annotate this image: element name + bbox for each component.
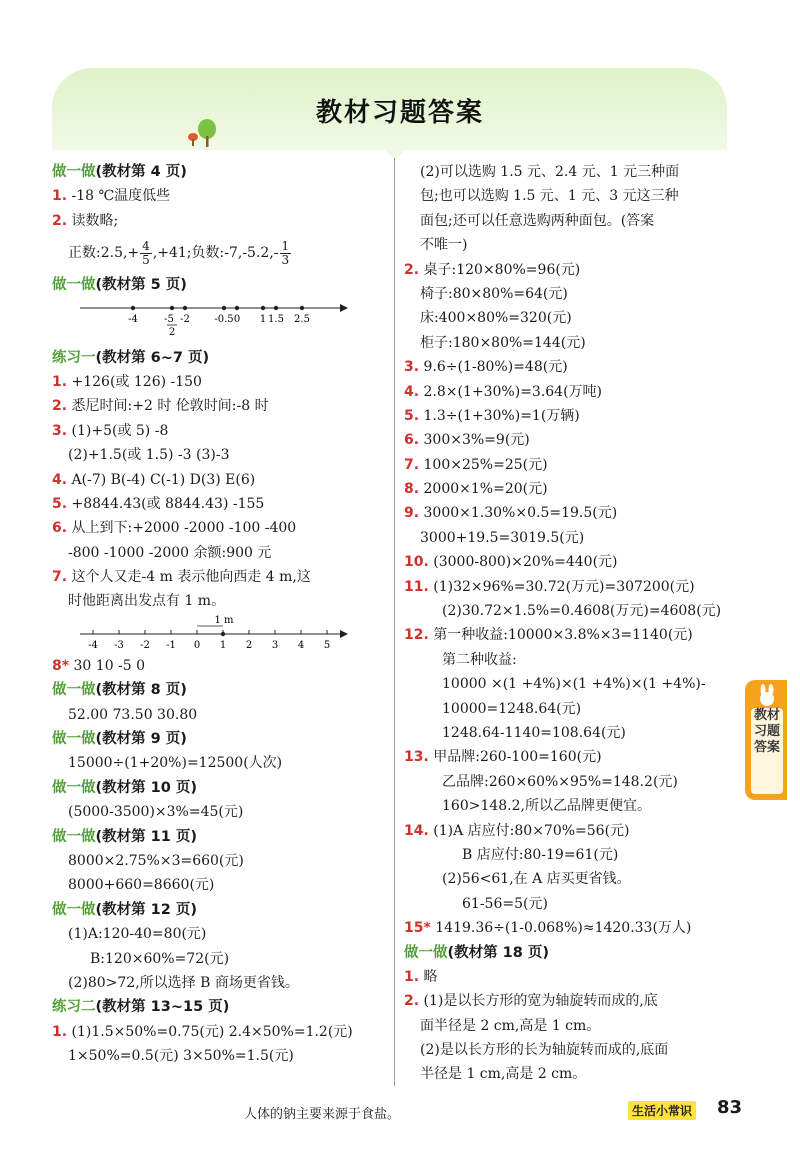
section-heading: 做一做(教材第 5 页) bbox=[52, 277, 187, 294]
fraction: $\frac{4}{5}$ bbox=[142, 238, 150, 267]
answer-line: 10000=1248.64(元) bbox=[442, 700, 582, 717]
section-heading: 做一做(教材第 18 页) bbox=[404, 944, 550, 961]
axis-label: -1 bbox=[166, 639, 176, 651]
section-heading: 做一做(教材第 8 页) bbox=[52, 682, 187, 699]
axis-label: -3 bbox=[114, 639, 124, 651]
answer-line: 1. +126(或 126) -150 bbox=[52, 373, 202, 390]
answer-line: 8. 2000×1%=20(元) bbox=[404, 481, 548, 498]
right-column bbox=[404, 160, 734, 1087]
axis-label: 3 bbox=[271, 639, 279, 651]
axis-label: 2 bbox=[168, 326, 176, 338]
answer-line: 3. (1)+5(或 5) -8 bbox=[52, 422, 169, 439]
axis-label: 2 bbox=[245, 639, 253, 651]
answer-line: 7. 这个人又走-4 m 表示他向西走 4 m,这 bbox=[52, 569, 311, 586]
answer-line: 61-56=5(元) bbox=[462, 895, 548, 912]
answer-line: 包;也可以选购 1.5 元、1 元、3 元这三种 bbox=[420, 188, 679, 205]
answer-line-fractions: 正数:2.5,+ $\frac{4}{5}$ ,+41;负数:-7,-5.2,- $\frac{1}{3}$ bbox=[68, 238, 290, 267]
answer-line: 4. 2.8×(1+30%)=3.64(万吨) bbox=[404, 383, 603, 400]
section-heading: 做一做(教材第 9 页) bbox=[52, 731, 187, 748]
section-heading: 练习一(教材第 6~7 页) bbox=[52, 349, 210, 366]
answer-line: 160>148.2,所以乙品牌更便宜。 bbox=[442, 798, 651, 815]
answer-line: 8000+660=8660(元) bbox=[68, 877, 215, 894]
answer-line: 2. (1)是以长方形的宽为轴旋转而成的,底 bbox=[404, 993, 658, 1010]
answer-line: 2. 桌子:120×80%=96(元) bbox=[404, 261, 581, 278]
answer-line: (1)A:120-40=80(元) bbox=[68, 926, 207, 943]
number-line-2 bbox=[52, 614, 390, 654]
answer-line: 6. 从上到下:+2000 -2000 -100 -400 bbox=[52, 520, 297, 537]
answer-line: (2)56<61,在 A 店买更省钱。 bbox=[442, 871, 631, 888]
axis-point bbox=[300, 305, 304, 309]
answer-line: B 店应付:80-19=61(元) bbox=[462, 846, 619, 863]
answer-line: 15* 1419.36÷(1-0.068%)≈1420.33(万人) bbox=[404, 920, 692, 937]
axis-point bbox=[261, 305, 265, 309]
answer-line: B:120×60%=72(元) bbox=[90, 950, 230, 967]
answer-line: 不唯一) bbox=[420, 237, 468, 254]
answer-line: 14. (1)A 店应付:80×70%=56(元) bbox=[404, 822, 630, 839]
axis-label: 1 bbox=[259, 313, 267, 325]
axis-label: -4 bbox=[88, 639, 98, 651]
axis-point bbox=[222, 305, 226, 309]
bunny-icon bbox=[757, 683, 777, 707]
axis-label: 0 bbox=[233, 313, 241, 325]
answer-line: 1×50%=0.5(元) 3×50%=1.5(元) bbox=[68, 1048, 294, 1065]
axis-label: -4 bbox=[128, 313, 138, 325]
answer-line: 1248.64-1140=108.64(元) bbox=[442, 724, 626, 741]
footer-tip: 人体的钠主要来源于食盐。 bbox=[244, 1107, 401, 1122]
answer-line: 床:400×80%=320(元) bbox=[420, 310, 572, 327]
axis-label: 4 bbox=[297, 639, 305, 651]
axis-label: -2 bbox=[140, 639, 150, 651]
axis-label: -5 bbox=[164, 313, 174, 325]
answer-line: 2. 读数略; bbox=[52, 212, 119, 229]
answer-line: 椅子:80×80%=64(元) bbox=[420, 285, 568, 302]
answer-line: 第二种收益: bbox=[442, 651, 517, 668]
section-heading: 做一做(教材第 10 页) bbox=[52, 779, 198, 796]
page-title: 教材习题答案 bbox=[315, 98, 484, 128]
side-tab-label: 教材习题答案 bbox=[751, 708, 783, 794]
answer-line: 13. 甲品牌:260-100=160(元) bbox=[404, 749, 602, 766]
axis-point bbox=[274, 305, 278, 309]
section-heading: 练习二(教材第 13~15 页) bbox=[52, 999, 230, 1016]
answer-line: 1. 略 bbox=[404, 968, 438, 985]
answer-line: (2)+1.5(或 1.5) -3 (3)-3 bbox=[68, 447, 230, 464]
answer-line: 柜子:180×80%=144(元) bbox=[420, 334, 586, 351]
answer-line: 10. (3000-800)×20%=440(元) bbox=[404, 554, 618, 571]
axis-point bbox=[170, 305, 174, 309]
side-tab bbox=[745, 680, 787, 800]
axis-point bbox=[183, 305, 187, 309]
answer-line: (2)30.72×1.5%=0.4608(万元)=4608(元) bbox=[442, 603, 722, 620]
answer-line: 4. A(-7) B(-4) C(-1) D(3) E(6) bbox=[52, 471, 256, 488]
answer-line: 7. 100×25%=25(元) bbox=[404, 456, 548, 473]
axis-point bbox=[221, 632, 225, 636]
column-divider bbox=[394, 158, 395, 1086]
divider-tip bbox=[381, 146, 409, 160]
number-line-1 bbox=[52, 298, 390, 346]
answer-line: 面包;还可以任意选购两种面包。(答案 bbox=[420, 212, 655, 229]
section-heading: 做一做(教材第 12 页) bbox=[52, 901, 198, 918]
section-heading: 做一做(教材第 4 页) bbox=[52, 164, 187, 180]
axis-label: 2.5 bbox=[294, 313, 310, 325]
answer-line: 2. 悉尼时间:+2 时 伦敦时间:-8 时 bbox=[52, 398, 269, 415]
answer-line: 15000÷(1+20%)=12500(人次) bbox=[68, 755, 283, 772]
answer-line: 1. (1)1.5×50%=0.75(元) 2.4×50%=1.2(元) bbox=[52, 1023, 353, 1040]
answer-line: (5000-3500)×3%=45(元) bbox=[68, 804, 244, 821]
axis-point bbox=[131, 305, 135, 309]
section-heading: 做一做(教材第 11 页) bbox=[52, 828, 198, 845]
answer-line: (2)可以选购 1.5 元、2.4 元、1 元三种面 bbox=[420, 164, 680, 180]
tree-icon bbox=[185, 118, 221, 148]
fraction: $\frac{1}{3}$ bbox=[281, 238, 290, 267]
footer-badge: 生活小常识 bbox=[628, 1101, 696, 1120]
answer-line: 8000×2.75%×3=660(元) bbox=[68, 852, 244, 869]
axis-label: 1 bbox=[219, 639, 227, 651]
answer-line: 时他距离出发点有 1 m。 bbox=[68, 593, 226, 610]
answer-line: 6. 300×3%=9(元) bbox=[404, 432, 530, 449]
answer-line: (2)是以长方形的长为轴旋转而成的,底面 bbox=[420, 1042, 669, 1059]
answer-line: 11. (1)32×96%=30.72(万元)=307200(元) bbox=[404, 578, 695, 595]
axis-point bbox=[235, 305, 239, 309]
answer-line: 10000 ×(1 +4%)×(1 +4%)×(1 +4%)- bbox=[442, 676, 706, 693]
answer-line: 面半径是 2 cm,高是 1 cm。 bbox=[420, 1017, 601, 1034]
axis-label: 1.5 bbox=[268, 313, 284, 325]
axis-label: -0.5 bbox=[214, 313, 234, 325]
answer-line: 乙品牌:260×60%×95%=148.2(元) bbox=[442, 773, 678, 790]
answer-line: 5. 1.3÷(1+30%)=1(万辆) bbox=[404, 407, 580, 424]
answer-line: 9. 3000×1.30%×0.5=19.5(元) bbox=[404, 505, 618, 522]
page-number: 83 bbox=[717, 1097, 743, 1118]
answer-line: 5. +8844.43(或 8844.43) -155 bbox=[52, 495, 265, 512]
answer-line: 12. 第一种收益:10000×3.8%×3=1140(元) bbox=[404, 627, 693, 644]
answer-line: 3. 9.6÷(1-80%)=48(元) bbox=[404, 359, 568, 376]
left-column bbox=[52, 160, 390, 1069]
answer-line: 3000+19.5=3019.5(元) bbox=[420, 529, 585, 546]
answer-line: (2)80>72,所以选择 B 商场更省钱。 bbox=[68, 974, 299, 991]
axis-unit-label: 1 m bbox=[214, 614, 234, 626]
answer-line: -800 -1000 -2000 余额:900 元 bbox=[68, 544, 272, 561]
axis-label: 5 bbox=[323, 639, 331, 651]
answer-line: 1. -18 ℃温度低些 bbox=[52, 188, 171, 205]
answer-line: 52.00 73.50 30.80 bbox=[68, 706, 198, 723]
axis-label: -2 bbox=[180, 313, 190, 325]
answer-line: 8* 30 10 -5 0 bbox=[52, 657, 146, 674]
axis-label: 0 bbox=[193, 639, 201, 651]
answer-line: 半径是 1 cm,高是 2 cm。 bbox=[420, 1066, 587, 1083]
